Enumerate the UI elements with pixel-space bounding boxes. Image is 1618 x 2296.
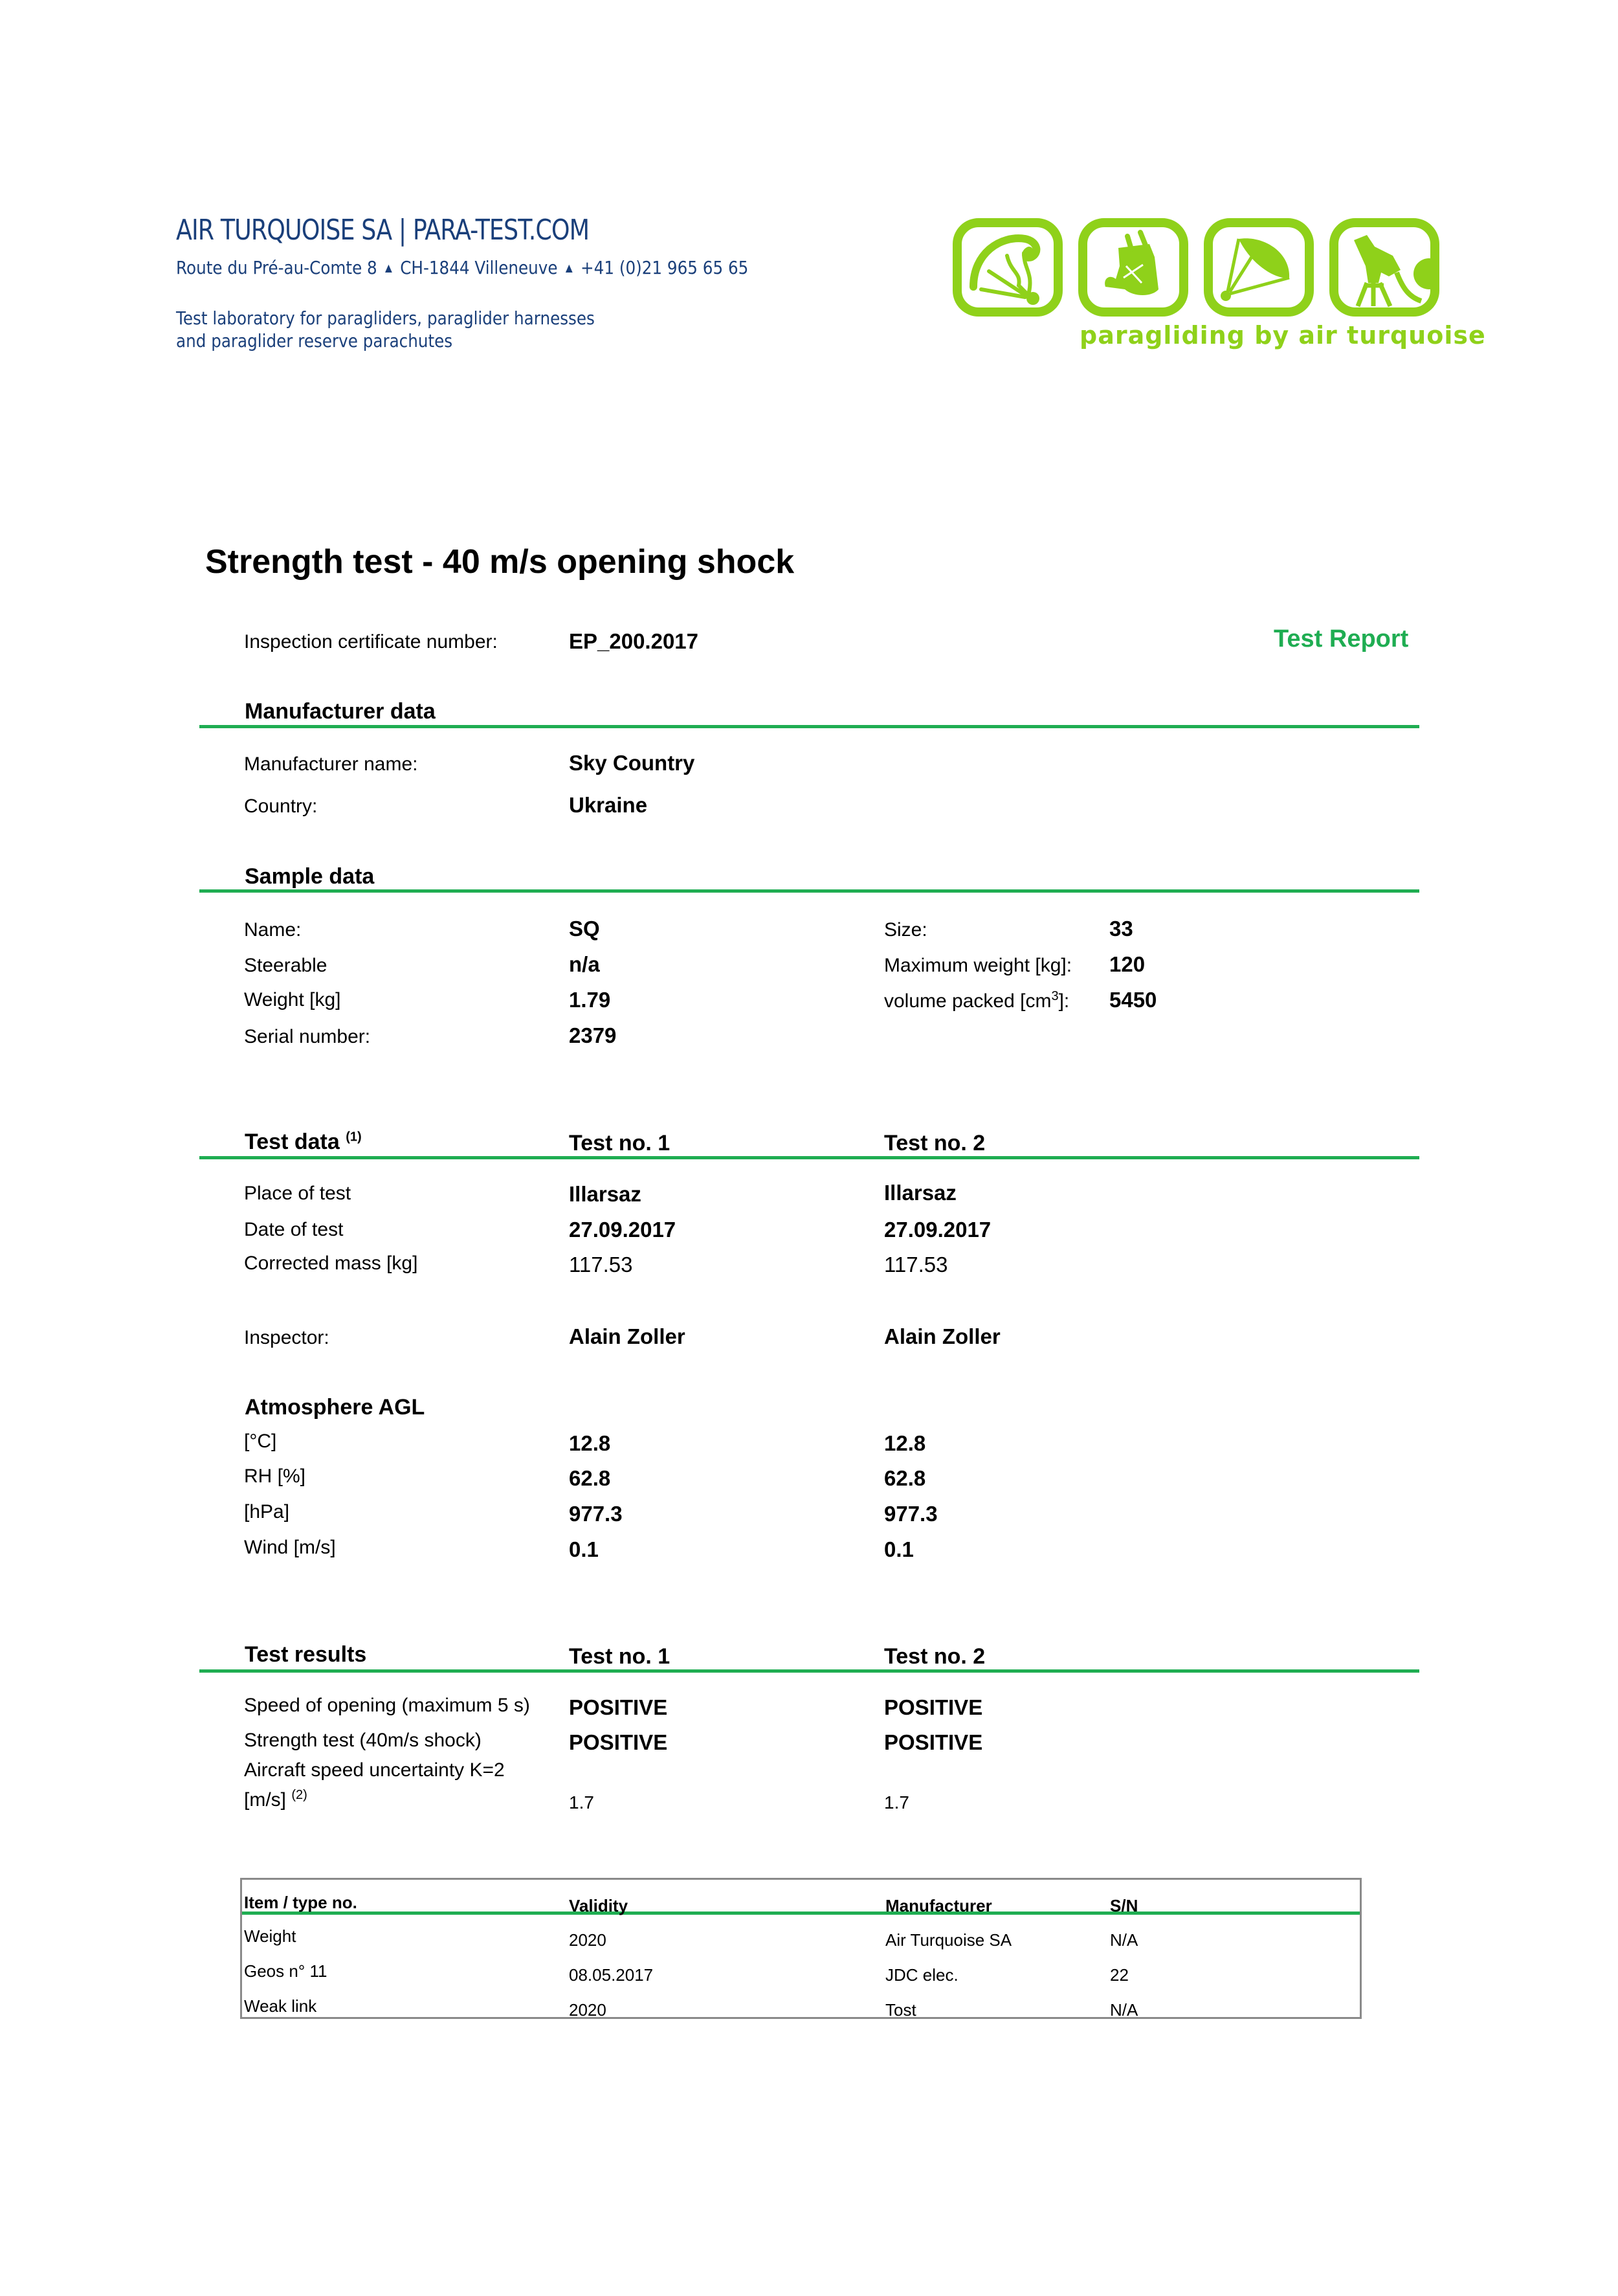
size-label: Size: [884,919,927,941]
steerable-value: n/a [569,952,600,976]
uncertainty-unit-text: [m/s] [244,1789,286,1811]
table-cell-sn: N/A [1110,1930,1138,1950]
triangle-separator-icon: ▲ [385,262,392,274]
test-row-label: Place of test [244,1183,351,1204]
atmosphere-value-1: 62.8 [569,1466,611,1490]
atmosphere-label: [hPa] [244,1501,290,1522]
section-heading-test-data [245,1130,362,1155]
test-row-value-2: Illarsaz [884,1181,957,1205]
company-brand: AIR TURQUOISE SA | PARA-TEST.COM [176,214,590,247]
country-label: Country: [244,796,318,817]
triangle-separator-icon: ▲ [565,262,573,274]
table-header-manufacturer: Manufacturer [885,1896,992,1915]
harness-icon [1078,218,1188,317]
logo-slogan: paragliding by air turquoise [1080,321,1486,350]
atmosphere-label: RH [%] [244,1466,306,1487]
column-header-test-2: Test no. 2 [884,1644,986,1669]
address-street: Route du Pré-au-Comte 8 [176,257,377,278]
address-city: CH-1844 Villeneuve [400,257,558,278]
volume-value: 5450 [1109,988,1157,1012]
section-divider [199,889,1419,893]
volume-label [884,989,1069,1012]
camera-tripod-icon [1329,218,1439,317]
section-divider [199,1669,1419,1673]
test-row-value-1: 27.09.2017 [569,1218,676,1242]
section-heading-sample: Sample data [245,864,375,889]
volume-exponent: 3 [1051,989,1059,1003]
table-cell-manufacturer: JDC elec. [885,1965,959,1985]
table-header-divider [242,1911,1360,1915]
atmosphere-value-1: 12.8 [569,1431,611,1455]
atmosphere-heading: Atmosphere AGL [245,1395,425,1420]
serial-label: Serial number: [244,1026,371,1047]
atmosphere-value-2: 977.3 [884,1502,938,1526]
report-type-badge: Test Report [1274,625,1409,652]
table-header-sn: S/N [1110,1896,1138,1915]
test-row-label: Date of test [244,1219,344,1240]
table-cell-validity: 2020 [569,2000,606,2020]
test-row-label: Corrected mass [kg] [244,1253,418,1274]
column-header-test-1: Test no. 1 [569,1131,670,1155]
result-value-1: POSITIVE [569,1695,668,1719]
result-value-1: POSITIVE [569,1730,668,1754]
test-row-value-2: 117.53 [884,1253,948,1276]
test-row-value-1: 117.53 [569,1253,633,1276]
section-heading-manufacturer: Manufacturer data [245,699,436,724]
reserve-parachute-icon [1204,218,1314,317]
address-phone: +41 (0)21 965 65 65 [581,257,749,278]
table-header-item: Item / type no. [244,1893,357,1912]
table-cell-item: Weight [244,1926,296,1946]
table-cell-validity: 08.05.2017 [569,1965,654,1985]
certificate-label: Inspection certificate number: [244,631,498,652]
description-line: and paraglider reserve parachutes [176,330,453,351]
manufacturer-name-value: Sky Country [569,751,695,775]
max-weight-value: 120 [1109,952,1146,976]
atmosphere-value-2: 12.8 [884,1431,926,1455]
sample-name-label: Name: [244,919,302,941]
section-divider [199,1156,1419,1159]
result-value-2: POSITIVE [884,1730,983,1754]
sample-name-value: SQ [569,917,600,941]
company-description [176,307,595,352]
section-divider [199,725,1419,728]
atmosphere-value-2: 62.8 [884,1466,926,1490]
column-header-test-2: Test no. 2 [884,1131,986,1155]
equipment-table [240,1878,1362,2019]
atmosphere-value-2: 0.1 [884,1537,914,1561]
uncertainty-value-1: 1.7 [569,1792,594,1812]
table-cell-sn: 22 [1110,1965,1129,1985]
uncertainty-label: Aircraft speed uncertainty K=2 [244,1759,505,1781]
table-cell-sn: N/A [1110,2000,1138,2020]
table-cell-validity: 2020 [569,1930,606,1950]
inspector-value-2: Alain Zoller [884,1324,1001,1348]
uncertainty-unit [244,1788,307,1811]
result-label: Speed of opening (maximum 5 s) [244,1695,530,1716]
paraglider-icon [953,218,1063,317]
section-heading-results: Test results [245,1642,367,1667]
serial-value: 2379 [569,1023,617,1047]
certificate-number: EP_200.2017 [569,629,699,653]
atmosphere-label: Wind [m/s] [244,1537,336,1558]
test-row-value-1: Illarsaz [569,1182,641,1206]
size-value: 33 [1109,917,1133,941]
weight-value: 1.79 [569,988,611,1012]
test-data-heading-text: Test data [245,1130,340,1154]
page-title: Strength test - 40 m/s opening shock [205,543,795,581]
result-label: Strength test (40m/s shock) [244,1730,482,1751]
result-value-2: POSITIVE [884,1695,983,1719]
footnote-ref: (1) [346,1130,362,1144]
table-cell-manufacturer: Air Turquoise SA [885,1930,1012,1950]
uncertainty-value-2: 1.7 [884,1792,909,1812]
volume-label-end: ]: [1058,990,1070,1012]
country-value: Ukraine [569,793,648,817]
description-line: Test laboratory for paragliders, paraglider harnesses [176,307,595,329]
atmosphere-value-1: 0.1 [569,1537,599,1561]
footnote-ref: (2) [291,1788,307,1802]
max-weight-label: Maximum weight [kg]: [884,955,1072,976]
column-header-test-1: Test no. 1 [569,1644,670,1669]
atmosphere-value-1: 977.3 [569,1502,623,1526]
volume-label-text: volume packed [cm [884,990,1052,1012]
inspector-value-1: Alain Zoller [569,1324,685,1348]
table-cell-item: Geos n° 11 [244,1961,327,1981]
inspector-label: Inspector: [244,1327,329,1348]
table-header-validity: Validity [569,1896,628,1915]
weight-label: Weight [kg] [244,989,341,1010]
test-row-value-2: 27.09.2017 [884,1218,992,1242]
company-address [176,257,748,278]
steerable-label: Steerable [244,955,327,976]
manufacturer-name-label: Manufacturer name: [244,753,418,775]
atmosphere-label: [°C] [244,1431,277,1452]
table-cell-manufacturer: Tost [885,2000,916,2020]
table-cell-item: Weak link [244,1996,317,2016]
